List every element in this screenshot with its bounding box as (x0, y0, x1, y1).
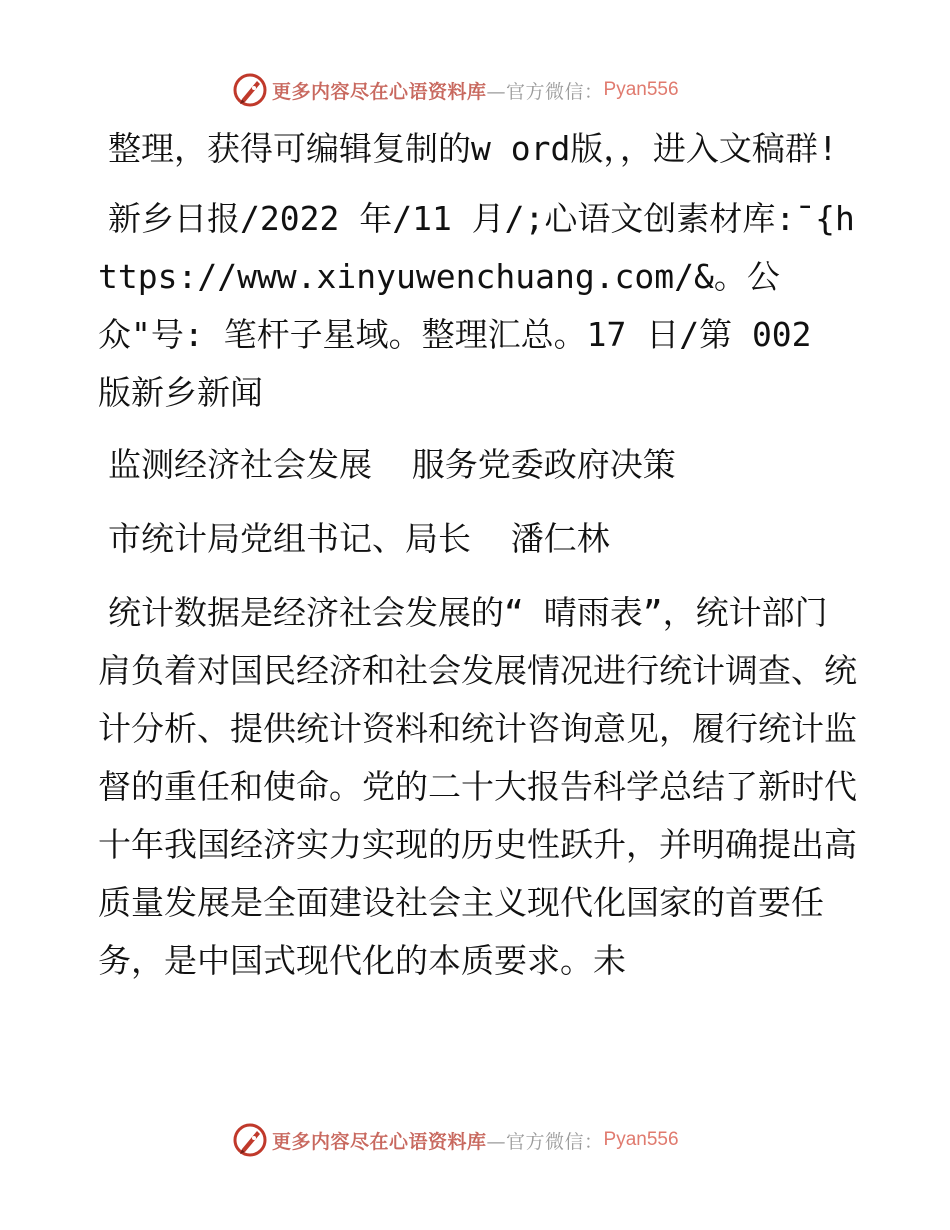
paragraph-source: 新乡日报/2022 年/11 月/;心语文创素材库:¯{https://www.xinyuwenchuang.com/&。公众"号: 笔杆子星域。整理汇总。17 日/第 002 版新乡新闻 (98, 199, 855, 412)
paragraph-intro: 整理，获得可编辑复制的w ord版，，进入文稿群! (108, 129, 838, 168)
banner-wechat-id: Pyan556 (603, 79, 679, 100)
pen-logo-icon (232, 1122, 268, 1158)
article-title: 监测经济社会发展 服务党委政府决策 (108, 445, 676, 484)
document-body (98, 120, 858, 1004)
pen-logo-icon (232, 72, 268, 108)
banner-main-text: 更多内容尽在心语资料库 (272, 80, 487, 103)
paragraph-body: 统计数据是经济社会发展的“ 晴雨表”，统计部门肩负着对国民经济和社会发展情况进行统计调查、统计分析、提供统计资料和统计咨询意见，履行统计监督的重任和使命。党的二十大报告科学总结了新时代十年我国经济实力实现的历史性跃升，并明确提出高质量发展是全面建设社会主义现代化国家的首要任务，是中国式现代化的本质要求。未 (98, 593, 857, 980)
banner-sub-text: —官方微信： (486, 80, 604, 103)
banner-sub-text: —官方微信： (486, 1130, 604, 1153)
banner-main-text: 更多内容尽在心语资料库 (272, 1130, 487, 1153)
header-watermark-banner (232, 72, 679, 108)
footer-watermark-banner (232, 1122, 679, 1158)
banner-wechat-id: Pyan556 (603, 1129, 679, 1150)
article-author: 市统计局党组书记、局长 潘仁林 (108, 519, 610, 558)
